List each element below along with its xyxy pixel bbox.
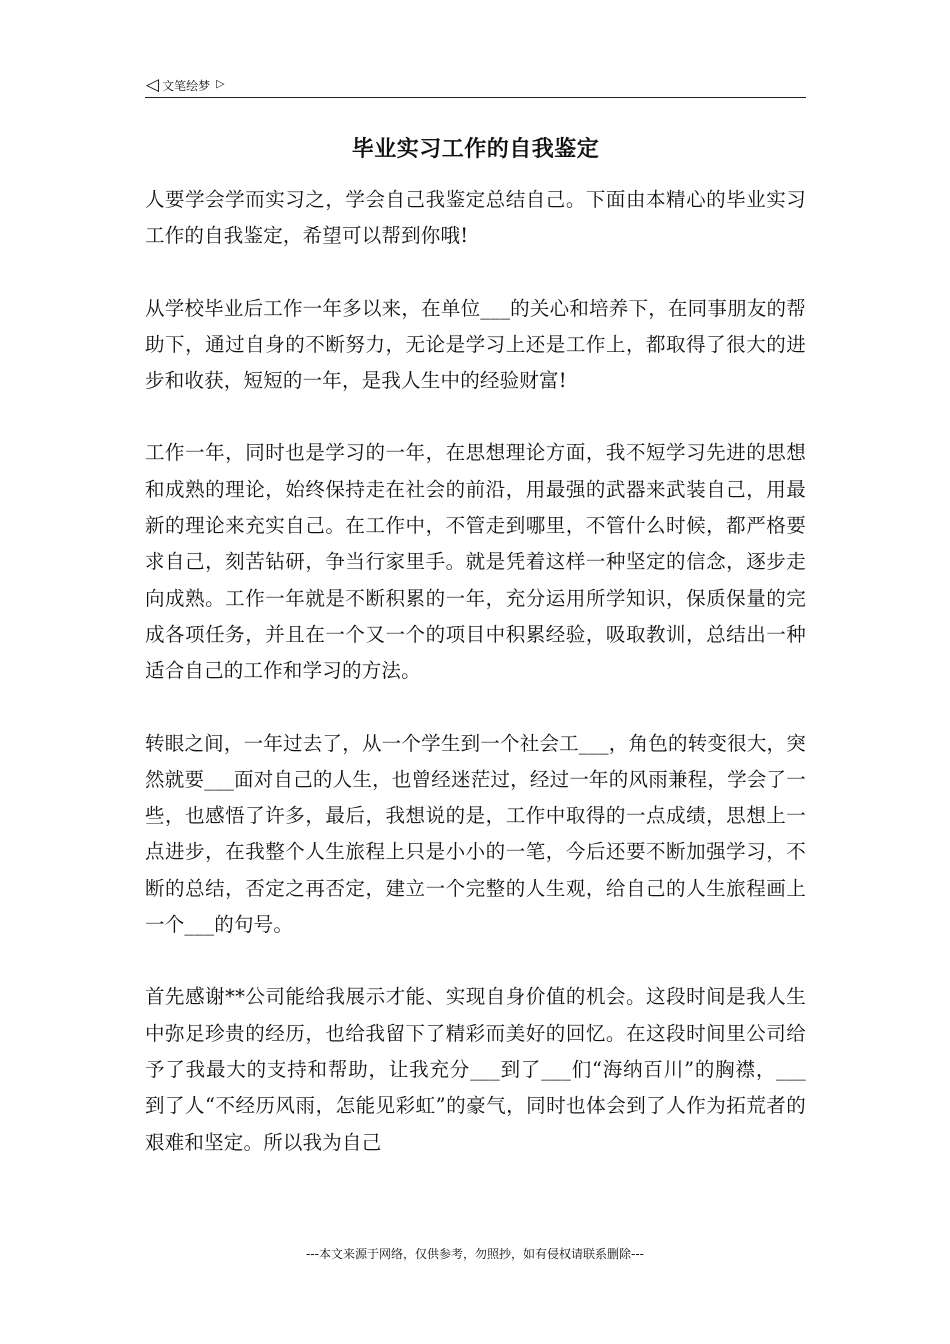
header-divider <box>145 97 806 98</box>
footer-notice: ---本文来源于网络，仅供参考，勿照抄，如有侵权请联系删除--- <box>306 1247 644 1261</box>
paragraph: 工作一年，同时也是学习的一年，在思想理论方面，我不短学习先进的思想和成熟的理论，始终保持走在社会的前沿，用最强的武器来武装自己，用最新的理论来充实自己。在工作中，不管走到哪里，不管什么时候，都严格要求自己，刻苦钻研，争当行家里手。就是凭着这样一种坚定的信念，逐步走向成熟。工作一年就是不断积累的一年，充分运用所学知识，保质保量的完成各项任务，并且在一个又一个的项目中积累经验，吸取教训，总结出一种适合自己的工作和学习的方法。 <box>145 441 806 683</box>
right-triangle-icon: ▷ <box>216 76 225 90</box>
paragraph: 人要学会学而实习之，学会自己我鉴定总结自己。下面由本精心的毕业实习工作的自我鉴定，希望可以帮到你哦! <box>145 188 806 248</box>
document-body <box>145 182 806 1197</box>
left-triangle-icon: ◁ <box>146 74 160 95</box>
page-header <box>146 74 225 96</box>
paragraph: 从学校毕业后工作一年多以来，在单位___的关心和培养下，在同事朋友的帮助下，通过自身的不断努力，无论是学习上还是工作上，都取得了很大的进步和收获，短短的一年，是我人生中的经验财富! <box>145 296 806 393</box>
document-title: 毕业实习工作的自我鉴定 <box>351 136 600 162</box>
header-brand: 文笔绘梦 <box>162 78 211 93</box>
paragraph: 首先感谢**公司能给我展示才能、实现自身价值的机会。这段时间是我人生中弥足珍贵的经历，也给我留下了精彩而美好的回忆。在这段时间里公司给予了我最大的支持和帮助，让我充分___到了___们“海纳百川”的胸襟，___到了人“不经历风雨，怎能见彩虹”的豪气，同时也体会到了人作为拓荒者的艰难和坚定。所以我为自己 <box>145 985 806 1154</box>
paragraph: 转眼之间，一年过去了，从一个学生到一个社会工___，角色的转变很大，突然就要___面对自己的人生，也曾经迷茫过，经过一年的风雨兼程，学会了一些，也感悟了许多，最后，我想说的是，工作中取得的一点成绩，思想上一点进步，在我整个人生旅程上只是小小的一笔，今后还要不断加强学习，不断的总结，否定之再否定，建立一个完整的人生观，给自己的人生旅程画上一个___的句号。 <box>145 731 806 937</box>
